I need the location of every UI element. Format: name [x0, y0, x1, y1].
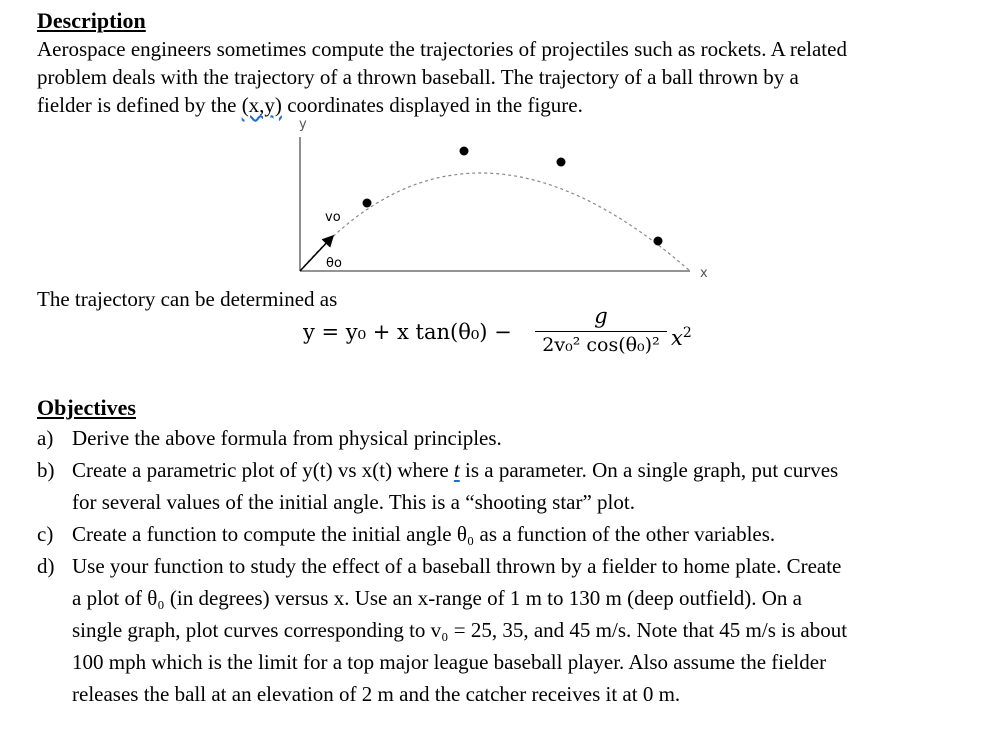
objective-item: a) Derive the above formula from physical principles. [37, 422, 987, 454]
description-heading: Description [37, 8, 146, 33]
trajectory-point [654, 237, 663, 246]
parameter-t: t [453, 458, 460, 482]
description-paragraph [37, 35, 987, 119]
trajectory-curve [300, 173, 690, 271]
objective-marker: d) [37, 554, 55, 578]
trajectory-point [460, 147, 469, 156]
objective-marker: c) [37, 522, 54, 546]
equation-denominator: 2v₀² cos(θ₀)² [542, 334, 660, 356]
objective-item: b) Create a parametric plot of y(t) vs x(t) where t is a parameter. On a single graph, put curves for several values of the initial angle. This is a “shooting star” plot. [37, 454, 987, 518]
trajectory-point [363, 199, 372, 208]
description-line: Aerospace engineers sometimes compute the trajectories of projectiles such as rockets. A related [37, 37, 847, 61]
description-line3-before: fielder is defined by the [37, 93, 242, 117]
trajectory-equation [303, 303, 723, 373]
v0-label: vo [325, 210, 341, 225]
description-line: problem deals with the trajectory of a thrown baseball. The trajectory of a ball thrown by a [37, 65, 799, 89]
equation-lhs: y = y₀ + x tan(θ₀) − [303, 320, 512, 344]
equation-fraction [535, 303, 667, 358]
objective-marker: b) [37, 458, 55, 482]
xy-coordinates-text: (x,y) [241, 93, 282, 117]
objectives-heading: Objectives [37, 395, 136, 420]
equation-numerator: g [594, 304, 608, 328]
objective-item: d) Use your function to study the effect of a baseball thrown by a fielder to home plate. Create a plot of θ₀ (in degrees) versus x. Use an x-range of 1 m to 130 m (deep outfield). On a single graph, plot curves corresponding to v₀ = 25, 35, and 45 m/s. Note that 45 m/s is about 100 mph which is the limit for a top major league baseball player. Also assume the fielder releases the ball at an elevation of 2 m and the catcher receives it at 0 m. [37, 550, 987, 710]
trajectory-intro: The trajectory can be determined as [37, 287, 338, 311]
description-line3-after: coordinates displayed in the figure. [281, 93, 583, 117]
x-axis-label: x [700, 266, 708, 281]
trajectory-figure [280, 115, 720, 290]
trajectory-point [557, 158, 566, 167]
objective-item: c) Create a function to compute the initial angle θ₀ as a function of the other variables. [37, 518, 987, 550]
objective-marker: a) [37, 426, 54, 450]
objectives-list [37, 422, 987, 710]
equation-tail: $x^2$ [671, 325, 692, 350]
theta0-label: θo [326, 256, 342, 271]
y-axis-label: y [299, 117, 307, 132]
